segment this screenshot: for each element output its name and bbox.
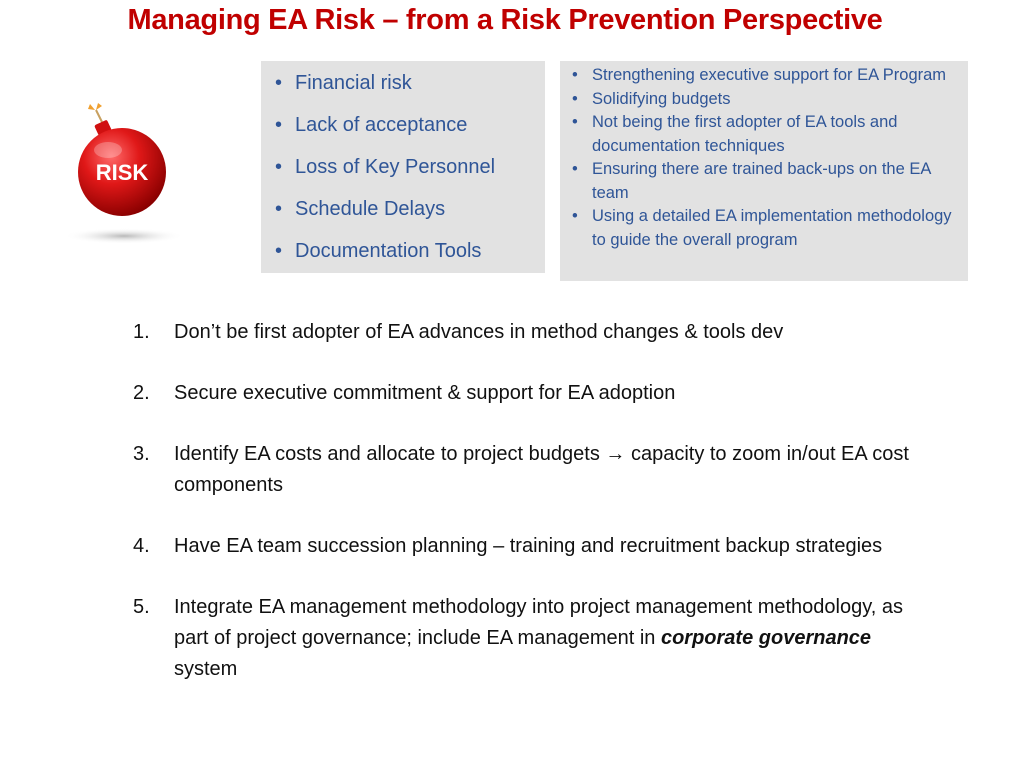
- bullet-icon: •: [572, 207, 578, 225]
- bullet-icon: •: [572, 113, 578, 131]
- bullet-icon: •: [275, 198, 283, 220]
- step-item: 5. Integrate EA management methodology into project management methodology, as part of project governance; include EA management in corporate governance system: [133, 596, 903, 680]
- risk-bomb-icon: [62, 100, 192, 250]
- mitigation-list-box: [560, 61, 968, 281]
- risk-item: • Financial risk: [273, 69, 545, 111]
- risk-item: • Documentation Tools: [273, 237, 545, 279]
- right-arrow-icon: →: [605, 443, 626, 465]
- bullet-icon: •: [572, 66, 578, 84]
- risk-list-box: [261, 61, 545, 273]
- bullet-icon: •: [572, 160, 578, 178]
- step-item: 3. Identify EA costs and allocate to project budgets → capacity to zoom in/out EA cost components: [133, 443, 909, 496]
- bomb-label: RISK: [95, 160, 149, 185]
- bullet-icon: •: [275, 72, 283, 94]
- mitigation-item: • Using a detailed EA implementation methodology to guide the overall program: [572, 207, 952, 249]
- mitigation-item: • Ensuring there are trained back-ups on the EA team: [572, 160, 931, 202]
- risk-item: • Schedule Delays: [273, 195, 545, 237]
- bullet-icon: •: [275, 114, 283, 136]
- bullet-icon: •: [275, 240, 283, 262]
- numbered-steps: [133, 317, 913, 715]
- risk-item: • Loss of Key Personnel: [273, 153, 545, 195]
- risk-item: • Lack of acceptance: [273, 111, 545, 153]
- step-item: 2. Secure executive commitment & support for EA adoption: [133, 382, 676, 404]
- bullet-icon: •: [275, 156, 283, 178]
- step-item: 4. Have EA team succession planning – training and recruitment backup strategies: [133, 535, 883, 557]
- page-title: Managing EA Risk – from a Risk Prevention Perspective: [127, 4, 883, 36]
- mitigation-item: • Strengthening executive support for EA Program: [570, 64, 960, 88]
- step-item: 1. Don’t be first adopter of EA advances in method changes & tools dev: [133, 321, 784, 343]
- mitigation-item: • Not being the first adopter of EA tools and documentation techniques: [572, 113, 898, 155]
- bullet-icon: •: [572, 89, 578, 108]
- mitigation-item: • Solidifying budgets: [570, 88, 960, 112]
